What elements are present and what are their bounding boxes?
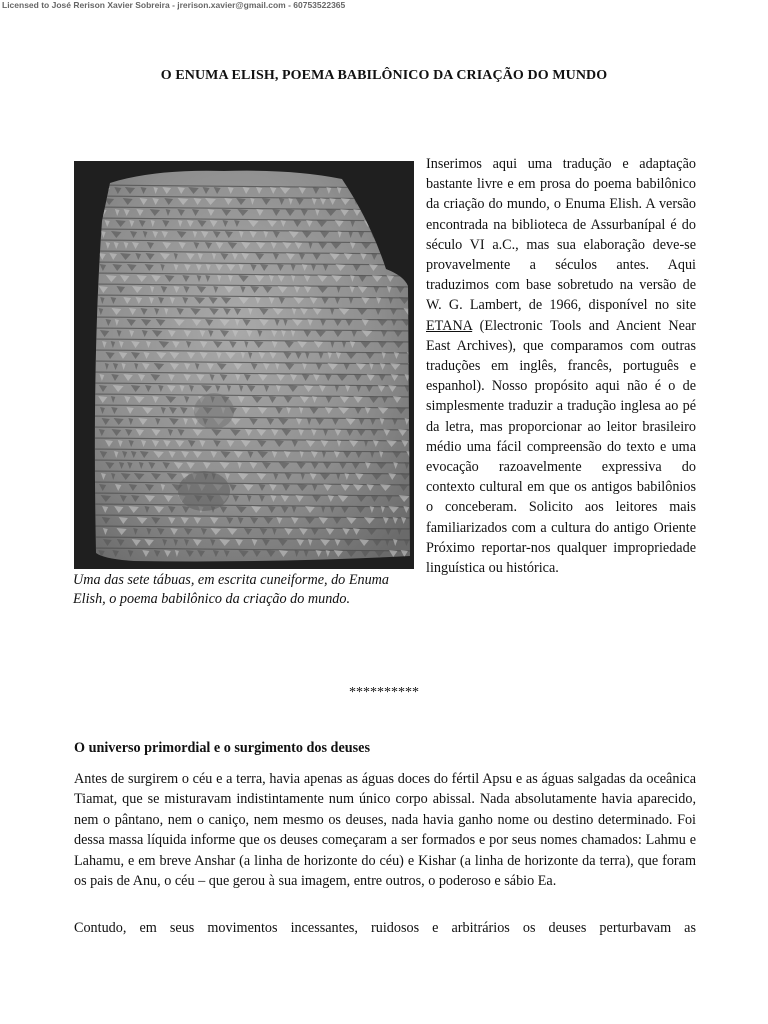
body-paragraph-2: Contudo, em seus movimentos incessantes, ruidosos e arbitrários os deuses perturbavam as [74,920,696,936]
intro-paragraph [426,154,696,578]
cuneiform-tablet-image [74,161,414,569]
figure-caption: Uma das sete tábuas, em escrita cuneiforme, do Enuma Elish, o poema babilônico da criação do mundo. [73,572,390,607]
section-separator: ********** [349,685,419,700]
intro-text-after-link: (Electronic Tools and Ancient Near East Archives), que comparamos com outras traduções em inglês, francês, português e espanhol). Nosso propósito aqui não é o de simplesmente traduzir a tradução inglesa ao pé da letra, mas proporcionar ao leitor brasileiro médio uma fácil compreensão do texto e uma evocação razoavelmente expressiva do contexto cultural em que os antigos babilônios o conceberam. Solicito aos leitores mais familiarizados com a cultura do antigo Oriente Próximo reportar-nos qualquer impropriedade linguística ou histórica. [426,317,696,577]
etana-link[interactable]: ETANA [426,317,473,334]
license-notice: Licensed to José Rerison Xavier Sobreira - jrerison.xavier@gmail.com - 60753522365 [2,0,346,10]
intro-text-before-link: Inserimos aqui uma tradução e adaptação bastante livre e em prosa do poema babilônico da criação do mundo, o Enuma Elish. A versão encontrada na biblioteca de Assurbanípal é do século VI a.C., mas sua elaboração deve-se provavelmente a séculos antes. Aqui traduzimos com base sobretudo na versão de W. G. Lambert, de 1966, disponível no site [426,156,696,314]
body-paragraph-1: Antes de surgirem o céu e a terra, havia apenas as águas doces do fértil Apsu e as águas salgadas da oceânica Tiamat, que se misturavam indistintamente num único corpo abissal. Nada absolutamente havia aparecido, nem o pântano, nem o caniço, nem mesmo os deuses, nada havia ganho nome ou destino determinado. Foi dessa massa líquida informe que os deuses começaram a ser formados e por seus nomes chamados: Lahmu e Lahamu, e em breve Anshar (a linha de horizonte do céu) e Kishar (a linha de horizonte da terra), que foram os pais de Anu, o céu – que gerou à sua imagem, entre outros, o poderoso e sábio Ea. [74,771,696,890]
page-title: O ENUMA ELISH, POEMA BABILÔNICO DA CRIAÇÃO DO MUNDO [160,68,608,83]
section-heading: O universo primordial e o surgimento dos deuses [74,740,370,756]
